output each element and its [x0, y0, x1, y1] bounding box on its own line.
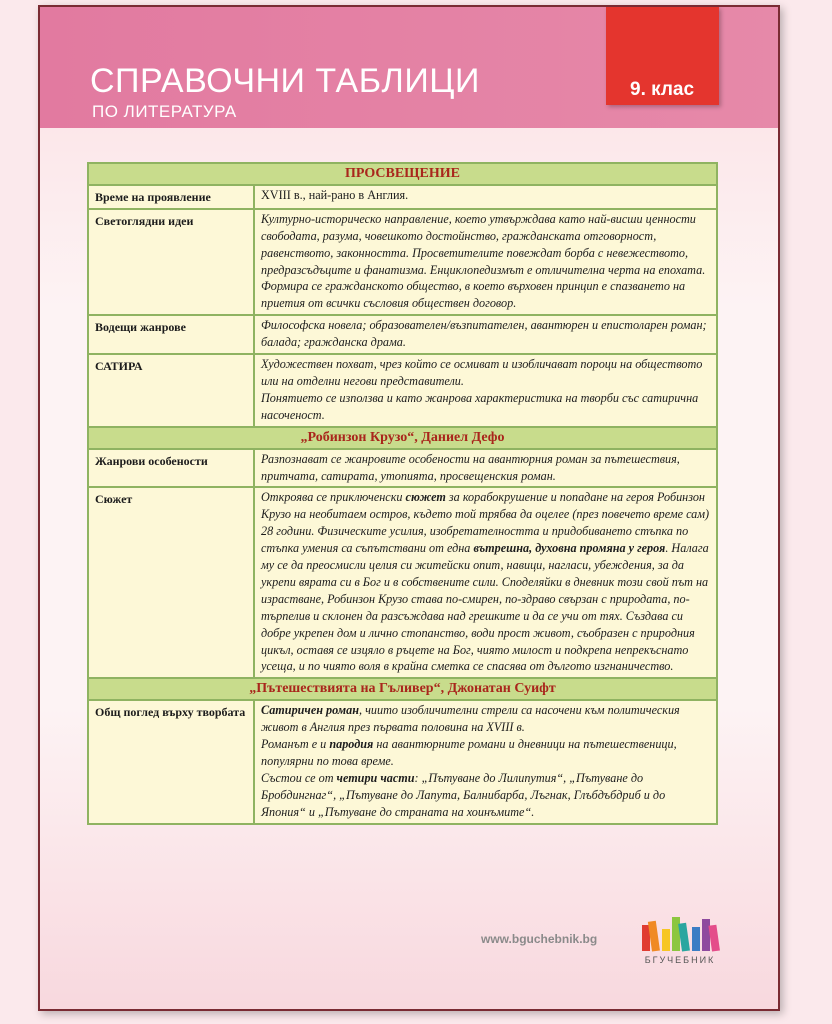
- row-text: Културно-историческо направление, което утвърждава като най-висши ценности свободата, разума, човешкото достойнство, гражданската отговорност, равенството, законността. Просветителите повеждат борба с невежеството, предразсъдъците и фанатизма. Енциклопедизмът е отличителна черта на епохата. Формира се гражданското общество, в което върховен принцип е спазването на приетия от всички съсловия обществен договор.: [254, 209, 717, 315]
- grade-label: 9. клас: [630, 79, 695, 100]
- row-label: Светоглядни идеи: [88, 209, 254, 315]
- row-text: [254, 354, 717, 427]
- row-text: Философска новела; образователен/възпитателен, авантюрен и епистоларен роман; балада; гражданска драма.: [254, 315, 717, 354]
- table-row: [88, 354, 717, 427]
- row-text: [254, 487, 717, 678]
- row-label: Жанрови особености: [88, 449, 254, 488]
- books-icon: [634, 913, 726, 955]
- text-run: : „Пътуване до Лилипутия“, „Пътуване до Бробдингнаг“, „Пътуване до Лапута, Балнибарба, Лъгнак, Глъбдъбдриб и до Япония“ и „Пътуване до страната на хоинъмите“.: [261, 770, 666, 819]
- row-label: Водещи жанрове: [88, 315, 254, 354]
- row-label: Общ поглед върху творбата: [88, 700, 254, 823]
- table-row: [88, 315, 717, 354]
- logo-book: [708, 925, 720, 952]
- page: [38, 5, 780, 1011]
- row-label: САТИРА: [88, 354, 254, 427]
- section-title: ПРОСВЕЩЕНИЕ: [88, 163, 717, 185]
- table-row: [88, 487, 717, 678]
- grade-badge: [606, 7, 719, 105]
- logo-book: [662, 929, 670, 951]
- bold-term: пародия: [329, 737, 374, 752]
- text-run: на авантюрните романи и дневници на пътешественици, популярни по това време.: [261, 737, 677, 768]
- row-text: [254, 700, 717, 823]
- row-text-line: Понятието се използва и като жанрова характеристика на творби със сатирична насоченост.: [261, 390, 699, 422]
- section-title: „Пътешествията на Гъливер“, Джонатан Суифт: [88, 678, 717, 700]
- text-run: за корабокрушение и попадане на героя Робинзон Крузо на необитаем остров, където той трябва да оцелее (през повечето време сам) 28 години. Физическите усилия, изобретателността и придобиването стъпка по стъпка умения са съпътствани от една: [261, 490, 710, 556]
- logo-book: [692, 927, 700, 951]
- reference-table: [87, 162, 718, 825]
- bold-term: сюжет: [405, 490, 446, 505]
- table-row: [88, 185, 717, 209]
- bold-term: четири части: [336, 770, 415, 785]
- footer-url[interactable]: www.bguchebnik.bg: [481, 932, 598, 946]
- text-run: . Налага му се да преосмисли целия си житейски опит, навици, нагласи, убеждения, за да укрепи вярата си в Бог и в собствените сили. Споделяйки в дневник този свой път на израстване, Робинзон Крузо става по-смирен, по-здраво свързан с природата, по-търпелив и склонен да разсъждава над грешките и да се учи от тях. Създава си добре укрепен дом и лично стопанство, води прост живот, съобразен с природния цикъл, оставя се изцяло в ръцете на Бог, чиято милост и подкрепа непрекъснато усеща, и по чиято воля в крайна сметка се спасява от дългото изгнаничество.: [261, 541, 709, 674]
- row-label: Сюжет: [88, 487, 254, 678]
- section-title: „Робинзон Крузо“, Даниел Дефо: [88, 427, 717, 449]
- text-run: , чиито изобличителни стрели са насочени към политическия живот в Англия през първата половина на XVIII в.: [261, 703, 680, 735]
- row-label: Време на проявление: [88, 185, 254, 209]
- row-text: Разпознават се жанровите особености на авантюрния роман за пътешествия, притчата, сатирата, утопията, просвещенския роман.: [254, 449, 717, 488]
- table-row: [88, 209, 717, 315]
- text-run: Състои се от: [261, 770, 337, 785]
- section-header-gulliver: [88, 678, 717, 700]
- page-subtitle: ПО ЛИТЕРАТУРА: [92, 102, 237, 121]
- publisher-logo: [634, 913, 726, 969]
- table-row: [88, 449, 717, 488]
- text-run: Откроява се приключенски: [261, 490, 406, 505]
- text-run: Романът е и: [261, 737, 330, 752]
- table-row: [88, 700, 717, 823]
- bold-term: Сатиричен роман: [261, 703, 359, 718]
- row-text: XVIII в., най-рано в Англия.: [254, 185, 717, 209]
- section-header-enlightenment: [88, 163, 717, 185]
- row-text-line: Художествен похват, чрез който се осмиват и изобличават пороци на обществото или на отделни негови представители.: [261, 357, 703, 388]
- page-title: СПРАВОЧНИ ТАБЛИЦИ: [90, 62, 480, 100]
- logo-text: БГУЧЕБНИК: [644, 955, 716, 965]
- bold-term: вътрешна, духовна промяна у героя: [473, 541, 666, 556]
- logo-book: [702, 919, 710, 951]
- logo-book: [672, 917, 680, 951]
- logo-book: [642, 925, 650, 951]
- section-header-robinson: [88, 427, 717, 449]
